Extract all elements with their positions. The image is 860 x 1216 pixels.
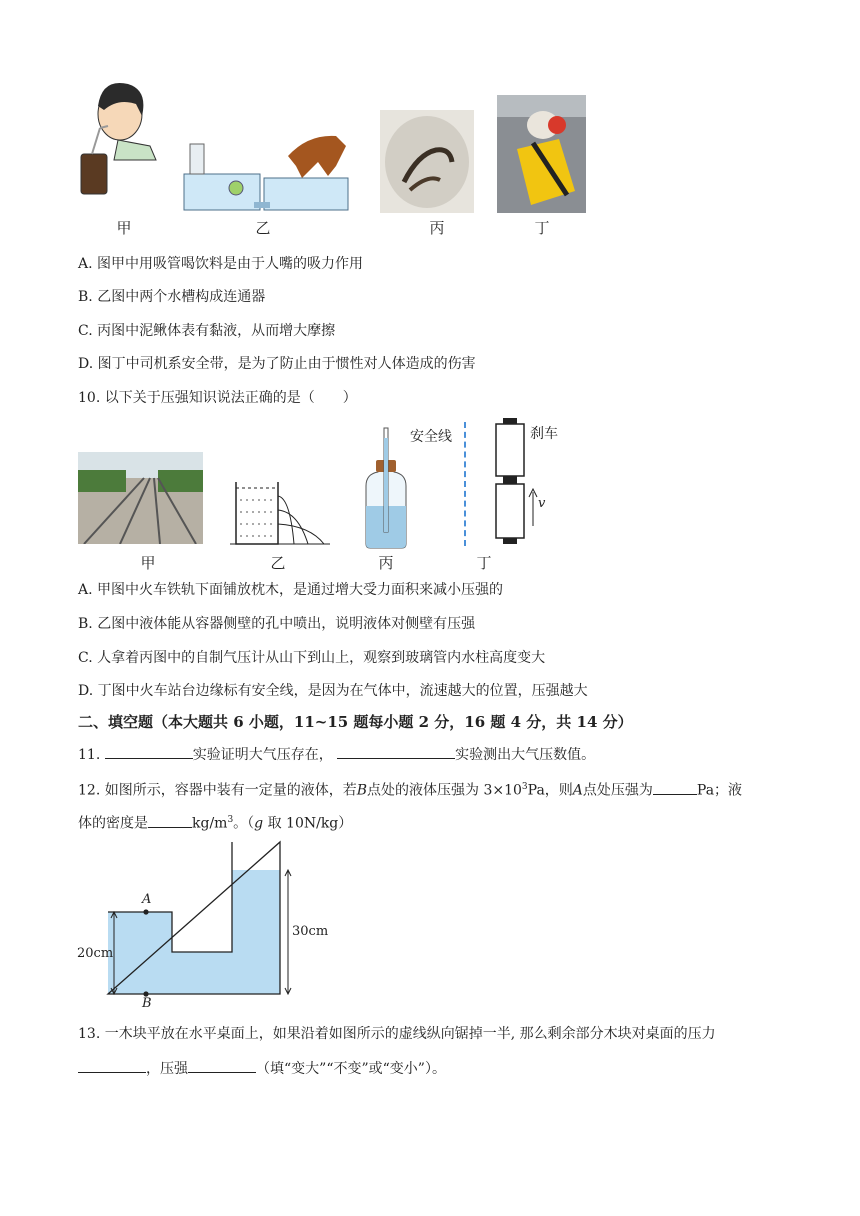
safety-dashed-line [464, 422, 466, 546]
q11-blank-2[interactable] [337, 744, 455, 759]
safety-line-label: 安全线 [410, 429, 452, 445]
point-b-label: B [142, 996, 152, 1011]
q13-blank-1[interactable] [78, 1058, 146, 1073]
q9-option-d: D. 图丁中司机系安全带，是为了防止由于惯性对人体造成的伤害 [78, 356, 476, 372]
loach-in-basin-photo [380, 110, 474, 213]
q9-caption-jia: 甲 [116, 219, 132, 237]
dimension-30cm: 30cm [292, 924, 329, 939]
velocity-arrow [528, 488, 538, 530]
q12-text-g: Pa；液 [696, 782, 743, 799]
q13-text-b: （填“变大”“不变”或“变小”）。 [256, 1061, 446, 1077]
q13-line-2 [78, 1058, 446, 1079]
velocity-label: v [538, 496, 546, 511]
q12-point-a: A [572, 782, 583, 799]
q10-caption-bing: 丙 [378, 554, 394, 572]
q10-figure-yi [228, 478, 332, 548]
q12-blank-2[interactable] [148, 813, 192, 828]
liquid-jets-diagram [228, 478, 332, 548]
q12-point-b: B [356, 782, 368, 799]
q12-line-1 [78, 777, 742, 801]
q10-caption-yi: 乙 [270, 554, 286, 572]
q9-option-a: A. 图甲中用吸管喝饮料是由于人嘴的吸力作用 [78, 256, 364, 272]
q9-figure-ding [497, 95, 586, 213]
brake-label: 刹车 [530, 426, 558, 442]
q10-caption-jia: 甲 [140, 554, 156, 572]
q12-text-f: 点处压强为 [582, 782, 653, 799]
point-a-label: A [142, 892, 152, 907]
q12-blank-1[interactable] [653, 780, 697, 795]
q9-option-c: C. 丙图中泥鳅体表有黏液，从而增大摩擦 [78, 323, 336, 339]
q9-figure-bing [380, 110, 474, 213]
q11-number: 11. [78, 747, 101, 763]
q12-line-2 [78, 810, 352, 834]
q13-blank-2[interactable] [188, 1058, 256, 1073]
q12-text-2d: 取 10N/kg） [263, 815, 353, 832]
connected-troughs-illustration [178, 126, 350, 214]
q10-option-c: C. 人拿着丙图中的自制气压计从山下到山上，观察到玻璃管内水柱高度变大 [78, 650, 546, 666]
q10-option-b: B. 乙图中液体能从容器侧壁的孔中喷出，说明液体对侧壁有压强 [78, 616, 476, 632]
q12-text-d: Pa，则 [527, 782, 573, 799]
q10-stem: 10. 以下关于压强知识说法正确的是（ ） [78, 390, 357, 406]
dimension-20cm: 20cm [77, 946, 114, 961]
q12-g-symbol: g [254, 815, 264, 832]
q11-text-1: 实验证明大气压存在， [192, 747, 333, 763]
q10-caption-ding: 丁 [476, 554, 492, 572]
q9-caption-ding: 丁 [534, 219, 550, 237]
q9-caption-yi: 乙 [255, 219, 271, 237]
q12-unit: kg/m [192, 815, 228, 832]
q9-figure-yi [178, 126, 350, 214]
boy-drinking-illustration [78, 76, 158, 196]
q9-option-b: B. 乙图中两个水槽构成连通器 [78, 289, 266, 305]
q12-text-2a: 体的密度是 [78, 815, 148, 832]
q10-figure-ding [490, 418, 530, 548]
homemade-barometer-diagram [358, 426, 414, 550]
q9-figure-jia [78, 76, 158, 196]
railway-sleepers-photo [78, 452, 203, 544]
q11 [78, 744, 595, 765]
q13-text-a: ，压强 [146, 1061, 188, 1077]
q13-line-1: 13. 一木块平放在水平桌面上，如果沿着如图所示的虚线纵向锯掉一半, 那么剩余部分木块对桌面的压力 [78, 1026, 716, 1042]
q10-option-d: D. 丁图中火车站台边缘标有安全线，是因为在气体中，流速越大的位置，压强越大 [78, 683, 588, 699]
section-2-title: 二、填空题（本大题共 6 小题，11~15 题每小题 2 分，16 题 4 分，共 14 分） [78, 713, 633, 731]
q10-figure-jia [78, 452, 203, 544]
q12-text-c: 点处的液体压强为 3×10 [367, 782, 522, 799]
q11-blank-1[interactable] [105, 744, 193, 759]
q10-figure-bing [358, 426, 414, 550]
train-cars-diagram [490, 418, 530, 548]
q12-text-a: 12. 如图所示，容器中装有一定量的液体，若 [78, 782, 357, 799]
q12-text-2c: 。（ [233, 815, 255, 832]
q11-text-2: 实验测出大气压数值。 [455, 747, 596, 763]
q9-caption-bing: 丙 [429, 219, 445, 237]
driver-seatbelt-photo [497, 95, 586, 213]
q12-unit-exponent: 3 [227, 815, 234, 825]
q12-exponent: 3 [521, 782, 528, 792]
q10-option-a: A. 甲图中火车铁轨下面铺放枕木，是通过增大受力面积来减小压强的 [78, 582, 504, 598]
